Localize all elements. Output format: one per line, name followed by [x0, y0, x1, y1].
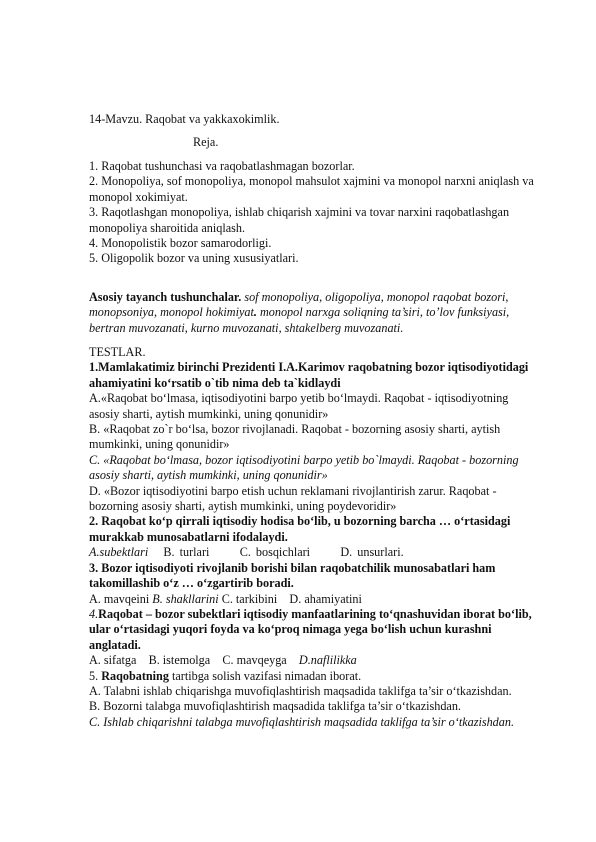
question-1-option-b: B. «Raqobat zo`r bo‘lsa, bozor rivojlanadi. Raqobat - bozorning asosiy sharti, aytish mumkinki, uning qonunidir»	[89, 422, 501, 452]
question-4-options: A. sifatga B. istemolga C. mavqeyga D.naflilikka	[89, 653, 357, 668]
key-concepts-label: Asosiy tayanch tushunchalar.	[89, 290, 242, 304]
question-2: 2. Raqobat ko‘p qirrali iqtisodiy hodisa bo‘lib, u bozorning barcha … o‘rtasidagi murakkab munosabatlarni ifodalaydi.	[89, 514, 511, 544]
question-5-option-a: A. Talabni ishlab chiqarishga muvofiqlashtirish maqsadida taklifga ta’sir o‘tkazishdan.	[89, 683, 512, 698]
question-3: 3. Bozor iqtisodiyoti rivojlanib borishi bilan raqobatchilik munosabatlari ham takomillashib o‘z … o‘zgartirib boradi.	[89, 560, 496, 591]
plan-list	[89, 159, 534, 267]
tests-section	[89, 345, 534, 730]
question-5: 5. Raqobatning tartibga solish vazifasi nimadan iborat.	[89, 668, 362, 683]
tests-title: TESTLAR.	[89, 345, 146, 359]
plan-item: 5. Oligopolik bozor va uning xususiyatlari.	[89, 251, 299, 266]
topic-title: 14-Mavzu. Raqobat va yakkaxokimlik.	[89, 112, 280, 126]
question-1: 1.Mamlakatimiz birinchi Prezidenti I.A.Karimov raqobatning bozor iqtisodiyotidagi ahamiyatini ko‘rsatib o`tib nima deb ta`kidlaydi	[89, 360, 529, 390]
plan-heading: Reja.	[193, 135, 219, 149]
question-5-option-c: C. Ishlab chiqarishni talabga muvofiqlashtirish maqsadida taklifga ta’sir o‘tkazishdan.	[89, 714, 515, 729]
question-2-options: A.subektlari B. turlari C. bosqichlari D. unsurlari.	[89, 545, 404, 560]
plan-item: 1. Raqobat tushunchasi va raqobatlashmagan bozorlar.	[89, 159, 355, 173]
question-1-option-c: C. «Raqobat bo‘lmasa, bozor iqtisodiyotini barpo yetib bo`lmaydi. Raqobat - bozorning asosiy sharti, aytish mumkinki, uning qonunidir»	[89, 452, 519, 483]
key-concepts-text: sof monopoliya, oligopoliya, monopol raqobat bozori, monopsoniya, monopol hokimiyat	[89, 290, 509, 320]
question-1-option-a: A.«Raqobat bo‘lmasa, iqtisodiyotini barpo yetib bo‘lmaydi. Raqobat - iqtisodiyotning asosiy sharti, aytish mumkinki, uning qonunidir»	[89, 391, 509, 421]
question-1-option-d: D. «Bozor iqtisodiyotini barpo etish uchun reklamani rivojlantirish zarur. Raqobat - bozorning asosiy sharti, aytish mumkinki, uning poydevoridir»	[89, 483, 497, 514]
plan-item: 2. Monopoliya, sof monopoliya, monopol mahsulot xajmini va monopol narxni aniqlash va monopol xokimiyat.	[89, 174, 534, 204]
plan-item: 4. Monopolistik bozor samarodorligi.	[89, 236, 272, 251]
question-5-option-b: B. Bozorni talabga muvofiqlashtirish maqsadida taklifga ta’sir o‘tkazishdan.	[89, 699, 461, 714]
plan-item: 3. Raqotlashgan monopoliya, ishlab chiqarish xajmini va tovar narxini raqobatlashgan monopoliya sharoitida aniqlash.	[89, 205, 510, 235]
question-3-options: A. mavqeini B. shakllarini C. tarkibini D. ahamiyatini	[89, 591, 362, 606]
question-4: 4.Raqobat – bozor subektlari iqtisodiy manfaatlarining to‘qnashuvidan iborat bo‘lib, ular o‘rtasidagi yuqori foyda va ko‘proq nimaga yega bo‘lish uchun kurashni anglatadi.	[89, 606, 532, 652]
key-concepts: Asosiy tayanch tushunchalar. sof monopoliya, oligopoliya, monopol raqobat bozori, monopsoniya, monopol hokimiyat. monopol narxga soliqning ta’siri, to’lov funksiyasi, bertran muvozanati, kurno muvozanati, shtakelberg muvozanati.	[89, 290, 510, 335]
